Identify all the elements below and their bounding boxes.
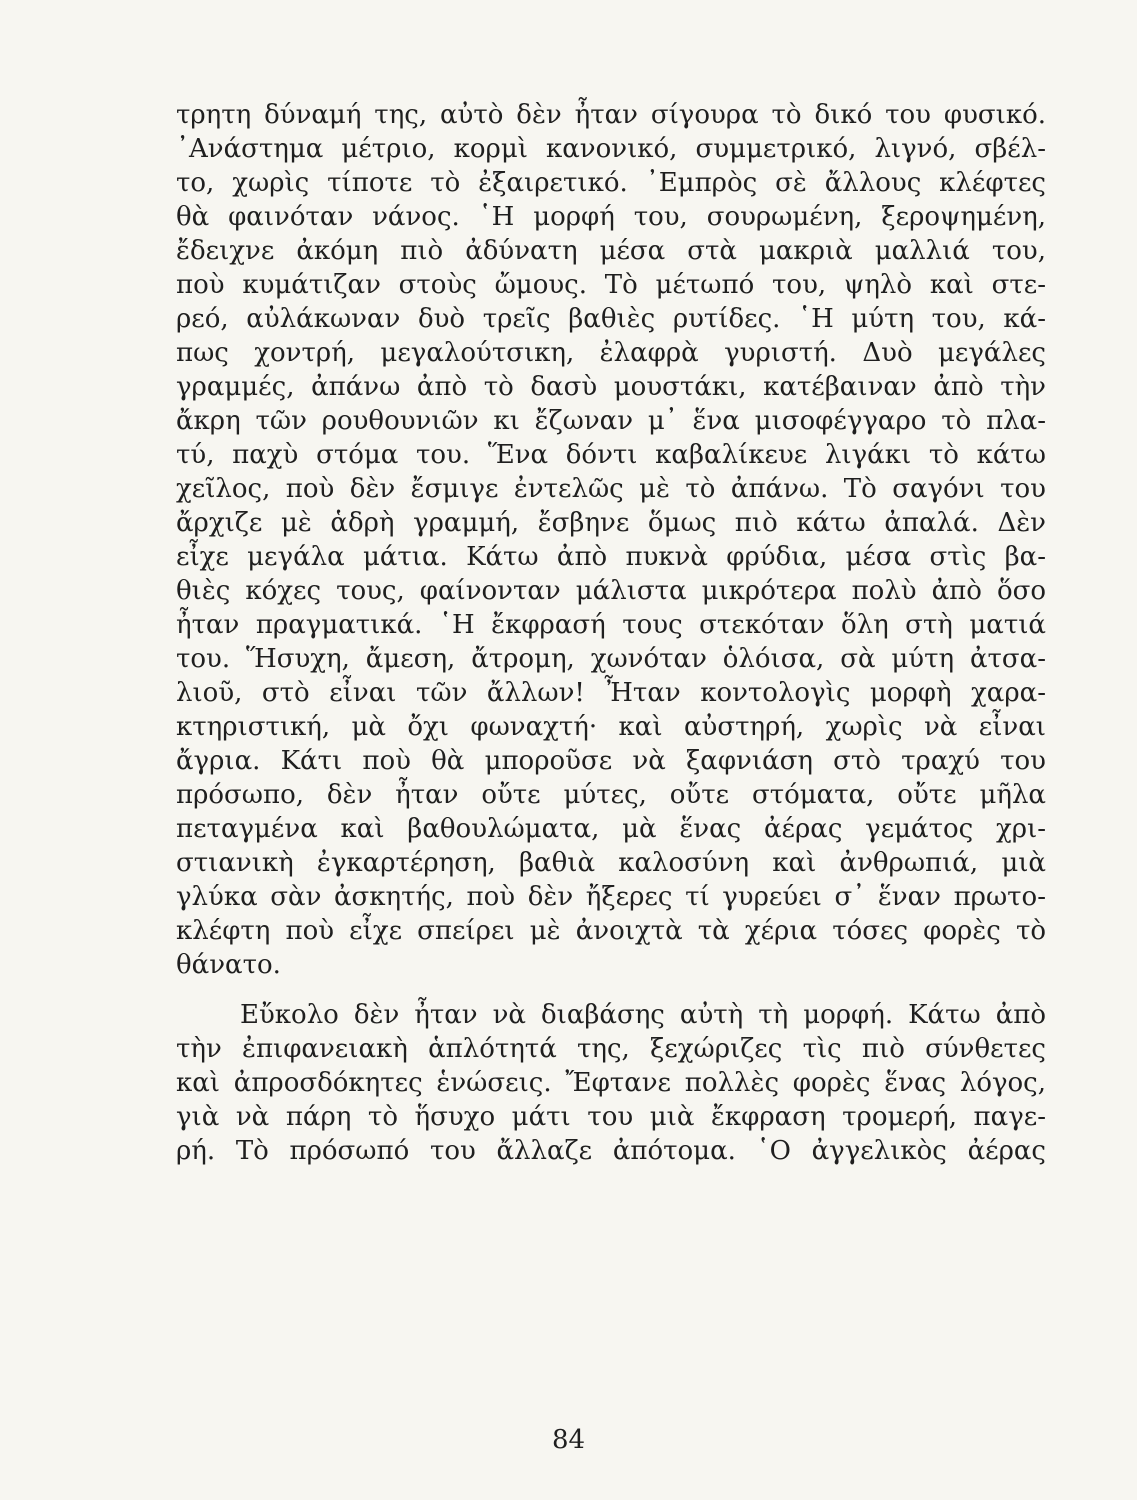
text-line: ρεό, αὐλάκωναν δυὸ τρεῖς βαθιὲς ρυτίδες. ῾Η μύτη του, κά-	[176, 304, 1046, 334]
text-line: θιὲς κόχες τους, φαίνονταν μάλιστα μικρότερα πολὺ ἀπὸ ὅσο	[176, 576, 1046, 606]
text-line: ἄκρη τῶν ρουθουνιῶν κι ἔζωναν μ᾿ ἕνα μισοφέγγαρο τὸ πλα-	[176, 406, 1046, 436]
text-line: θάνατο.	[176, 950, 281, 980]
text-line: ρή. Τὸ πρόσωπό του ἄλλαζε ἀπότομα. ῾Ο ἀγγελικὸς ἀέρας	[176, 1136, 1046, 1166]
text-line: ᾿Ανάστημα μέτριο, κορμὶ κανονικό, συμμετρικό, λιγνό, σβέλ-	[176, 134, 1046, 164]
text-line: κτηριστική, μὰ ὄχι φωναχτή· καὶ αὐστηρή, χωρὶς νὰ εἶναι	[176, 712, 1046, 742]
text-line: ἔδειχνε ἀκόμη πιὸ ἀδύνατη μέσα στὰ μακριὰ μαλλιά του,	[176, 236, 1046, 266]
text-line: πρόσωπο, δὲν ἦταν οὔτε μύτες, οὔτε στόματα, οὔτε μῆλα	[176, 780, 1046, 810]
text-line: γραμμές, ἀπάνω ἀπὸ τὸ δασὺ μουστάκι, κατέβαιναν ἀπὸ τὴν	[176, 372, 1046, 402]
text-line: γλύκα σὰν ἀσκητής, ποὺ δὲν ἤξερες τί γυρεύει σ᾿ ἕναν πρωτο-	[176, 882, 1046, 912]
text-line: του. Ἥσυχη, ἄμεση, ἄτρομη, χωνόταν ὁλόισα, σὰ μύτη ἀτσα-	[176, 644, 1046, 674]
text-line: κλέφτη ποὺ εἶχε σπείρει μὲ ἀνοιχτὰ τὰ χέρια τόσες φορὲς τὸ	[176, 916, 1046, 946]
text-line: το, χωρὶς τίποτε τὸ ἐξαιρετικό. ᾿Εμπρὸς σὲ ἄλλους κλέφτες	[176, 168, 1046, 198]
text-line: πως χοντρή, μεγαλούτσικη, ἐλαφρὰ γυριστή. Δυὸ μεγάλες	[176, 338, 1046, 368]
paragraph-1	[176, 98, 1046, 982]
text-line: ἄρχιζε μὲ ἁδρὴ γραμμή, ἔσβηνε ὅμως πιὸ κάτω ἀπαλά. Δὲν	[176, 508, 1046, 538]
text-line: καὶ ἀπροσδόκητες ἑνώσεις. Ἔφτανε πολλὲς φορὲς ἕνας λόγος,	[176, 1068, 1046, 1098]
text-line: τὴν ἐπιφανειακὴ ἁπλότητά της, ξεχώριζες τὶς πιὸ σύνθετες	[176, 1034, 1046, 1064]
text-line: τύ, παχὺ στόμα του. Ἕνα δόντι καβαλίκευε λιγάκι τὸ κάτω	[176, 440, 1046, 470]
text-line: πεταγμένα καὶ βαθουλώματα, μὰ ἕνας ἀέρας γεμάτος χρι-	[176, 814, 1046, 844]
body-text	[176, 98, 1046, 1168]
paragraph-2	[176, 998, 1046, 1168]
text-line: χεῖλος, ποὺ δὲν ἔσμιγε ἐντελῶς μὲ τὸ ἀπάνω. Τὸ σαγόνι του	[176, 474, 1046, 504]
text-line: ἦταν πραγματικά. ῾Η ἔκφρασή τους στεκόταν ὅλη στὴ ματιά	[176, 610, 1046, 640]
text-line: ἄγρια. Κάτι ποὺ θὰ μποροῦσε νὰ ξαφνιάση στὸ τραχύ του	[176, 746, 1046, 776]
paragraph-gap	[176, 982, 1046, 998]
text-line: γιὰ νὰ πάρη τὸ ἥσυχο μάτι του μιὰ ἔκφραση τρομερή, παγε-	[176, 1102, 1046, 1132]
text-line: θὰ φαινόταν νάνος. ῾Η μορφή του, σουρωμένη, ξεροψημένη,	[176, 202, 1046, 232]
text-line: στιανικὴ ἐγκαρτέρηση, βαθιὰ καλοσύνη καὶ ἀνθρωπιά, μιὰ	[176, 848, 1046, 878]
page-number: 84	[551, 1425, 586, 1455]
text-line: λιοῦ, στὸ εἶναι τῶν ἄλλων! Ἦταν κοντολογὶς μορφὴ χαρα-	[176, 678, 1046, 708]
text-line: ποὺ κυμάτιζαν στοὺς ὤμους. Τὸ μέτωπό του, ψηλὸ καὶ στε-	[176, 270, 1046, 300]
text-line: εἶχε μεγάλα μάτια. Κάτω ἀπὸ πυκνὰ φρύδια, μέσα στὶς βα-	[176, 542, 1046, 572]
text-line: τρητη δύναμή της, αὐτὸ δὲν ἦταν σίγουρα τὸ δικό του φυσικό.	[176, 100, 1046, 130]
text-line: Εὔκολο δὲν ἦταν νὰ διαβάσης αὐτὴ τὴ μορφή. Κάτω ἀπὸ	[240, 1000, 1046, 1030]
